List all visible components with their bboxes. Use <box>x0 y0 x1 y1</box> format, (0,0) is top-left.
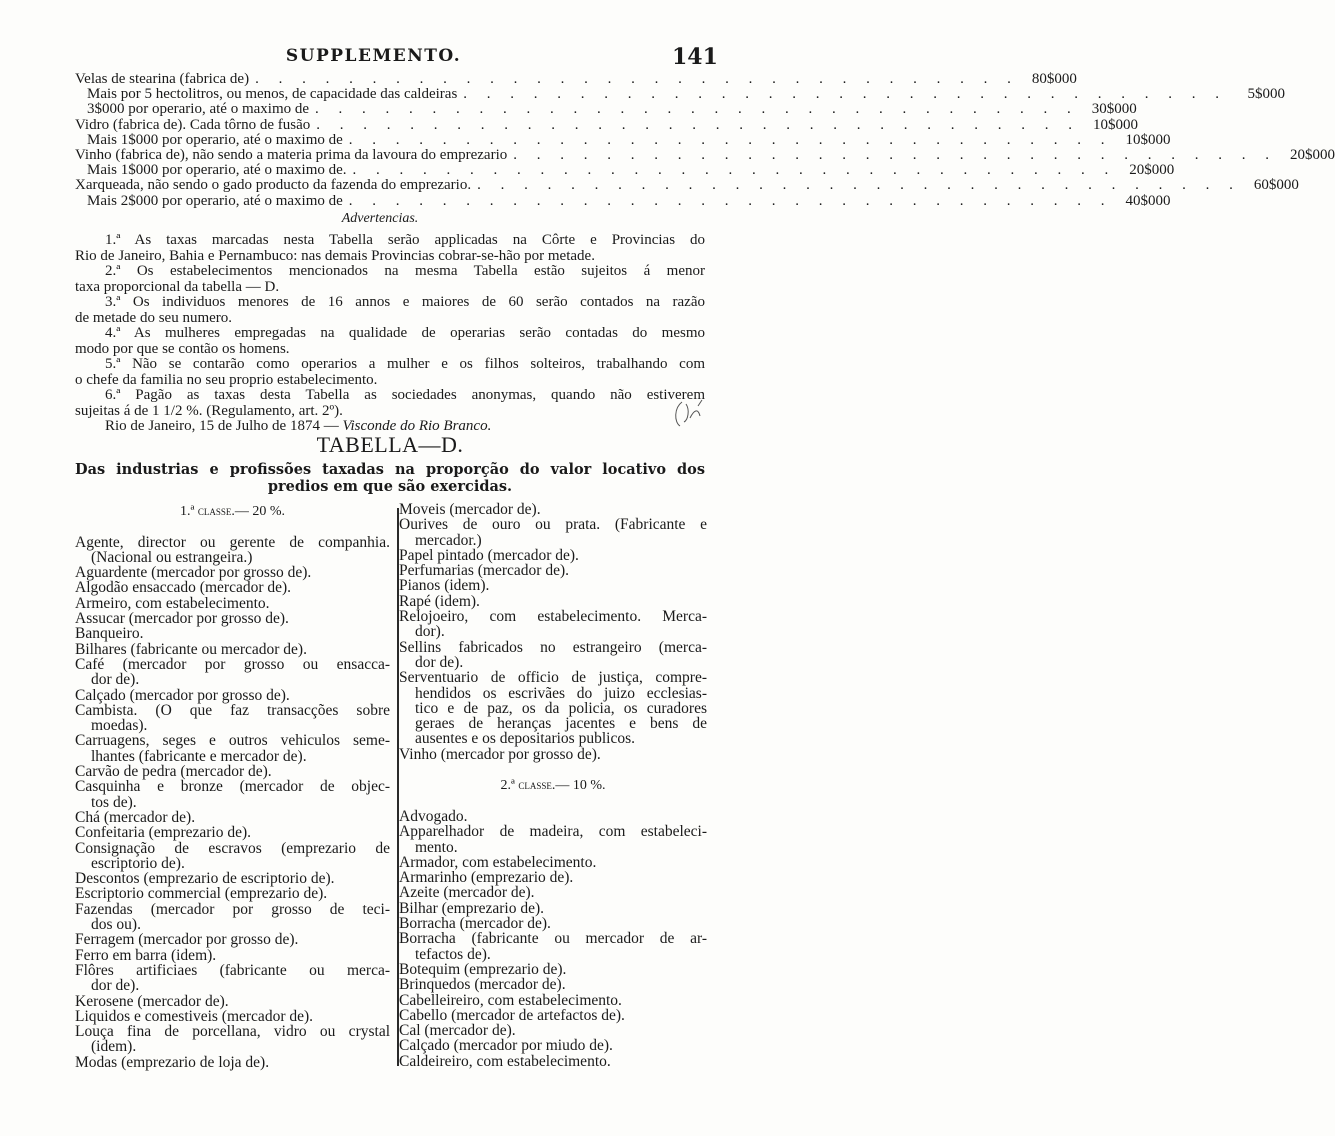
tabella-subtitle <box>75 461 705 495</box>
list-item <box>75 841 390 872</box>
note-line: sujeitas á de 1 1/2 %. (Regulamento, art. 2º). <box>75 402 343 419</box>
note-line: modo por que se contão os homens. <box>75 340 290 357</box>
handwritten-signature <box>668 392 708 432</box>
page-number: 141 <box>672 44 718 70</box>
list-item-line: Botequim (emprezario de). <box>399 960 567 978</box>
list-item-line: geraes de heranças jacentes e bens de <box>415 715 707 733</box>
list-item-line: Ourives de ouro ou prata. (Fabricante e <box>399 516 707 534</box>
tax-label: Vinho (fabrica de), não sendo a materia prima da lavoura do emprezario <box>75 147 508 164</box>
advertencias-notes <box>75 233 705 435</box>
tax-label: Vidro (fabrica de). Cada tôrno de fusão <box>75 116 311 133</box>
list-item <box>75 642 390 657</box>
list-item <box>75 886 390 901</box>
list-item <box>399 885 707 900</box>
class-number: 1.ª <box>179 504 195 519</box>
tax-value: 20$000 <box>1290 147 1335 164</box>
list-item <box>75 657 390 688</box>
list-item-line: Ferragem (mercador por grosso de). <box>75 931 299 949</box>
list-item-line: Carvão de pedra (mercador de). <box>75 763 272 781</box>
tax-value: 40$000 <box>1125 192 1171 209</box>
list-item-line: Armador, com estabelecimento. <box>399 853 597 871</box>
class-number: 2.ª <box>500 778 515 794</box>
list-item <box>399 870 707 885</box>
list-item <box>75 733 390 764</box>
list-item-line: Serventuario de officio de justiça, compre- <box>399 669 707 687</box>
tax-row <box>75 147 1335 164</box>
class-rate: .— 10 %. <box>551 778 606 794</box>
tax-row <box>75 116 1139 133</box>
note-line: Rio de Janeiro, Bahia e Pernambuco: nas demais Provincias cobrar-se-hão por metade. <box>75 247 595 264</box>
list-item-line: Casquinha e bronze (mercador de objec- <box>75 778 390 796</box>
list-item-line: dos ou). <box>91 916 141 934</box>
list-item-line: hendidos os escrivães do juizo ecclesias- <box>415 684 707 702</box>
dot-leader: . . . . . . . . . . . . . . . . . . . . . . . . . . . . . . . . . <box>513 147 1277 164</box>
list-item-line: tos de). <box>91 793 137 811</box>
dot-leader: . . . . . . . . . . . . . . . . . . . . . . . . . . . . . . . . . <box>348 192 1113 209</box>
list-item-line: Descontos (emprezario de escriptorio de). <box>75 870 335 888</box>
supplement-tax-list <box>75 71 1335 209</box>
list-item-line: Apparelhador de madeira, com estabeleci- <box>399 823 707 841</box>
list-item-line: Algodão ensaccado (mercador de). <box>75 579 292 597</box>
list-item <box>399 931 707 962</box>
list-item <box>399 962 707 977</box>
list-item <box>75 565 390 580</box>
list-item <box>75 535 390 566</box>
dot-leader: . . . . . . . . . . . . . . . . . . . . . . . . . . . . . . . . . <box>352 162 1117 179</box>
note-line: 1.ª As taxas marcadas nesta Tabella serão applicadas na Côrte e Provincias do <box>105 232 705 248</box>
list-item <box>75 611 390 626</box>
list-item <box>399 824 707 855</box>
list-item <box>75 932 390 947</box>
class-2-list <box>399 809 707 1069</box>
dot-leader: . . . . . . . . . . . . . . . . . . . . . . . . . . . . . . . . . <box>315 101 1079 118</box>
list-item <box>75 902 390 933</box>
tax-row <box>75 177 1299 194</box>
list-item-line: Escriptorio commercial (emprezario de). <box>75 885 328 903</box>
tax-label: Mais por 5 hectolitros, ou menos, de capacidade das caldeiras <box>87 86 458 103</box>
list-item <box>399 855 707 870</box>
list-item-line: mercador.) <box>415 531 482 549</box>
list-item <box>75 963 390 994</box>
class-label: classe <box>197 503 232 518</box>
list-item <box>75 1009 390 1024</box>
list-item-line: tico e de paz, os da policia, os curadores <box>415 699 707 717</box>
left-column <box>75 503 390 1070</box>
running-header: SUPPLEMENTO. <box>285 46 462 66</box>
list-item-line: Bilhar (emprezario de). <box>399 899 545 917</box>
list-item <box>75 948 390 963</box>
list-item-line: Borracha (fabricante ou mercador de ar- <box>399 930 707 948</box>
tax-value: 10$000 <box>1093 116 1139 133</box>
list-item-line: Kerosene (mercador de). <box>75 992 229 1010</box>
list-item <box>75 871 390 886</box>
class-1-list-right <box>399 502 707 762</box>
list-item-line: Chá (mercador de). <box>75 808 196 826</box>
list-item-line: Cabelleireiro, com estabelecimento. <box>399 991 622 1009</box>
list-item <box>75 825 390 840</box>
list-item <box>75 580 390 595</box>
tax-label: 3$000 por operario, até o maximo de <box>87 101 310 118</box>
list-item <box>399 1054 707 1069</box>
list-item <box>75 626 390 641</box>
list-item <box>399 747 707 762</box>
tax-row <box>75 131 1171 148</box>
tax-value: 60$000 <box>1253 177 1299 194</box>
list-item-line: Flôres artificiaes (fabricante ou merca- <box>75 961 390 979</box>
list-item-line: Carruagens, seges e outros vehiculos seme- <box>75 732 390 750</box>
signature-place-date: Rio de Janeiro, 15 de Julho de 1874 — <box>105 418 339 434</box>
list-item <box>75 703 390 734</box>
list-item <box>75 779 390 810</box>
list-item <box>399 1023 707 1038</box>
list-item-line: Armeiro, com estabelecimento. <box>75 594 270 612</box>
list-item-line: Azeite (mercador de). <box>399 884 535 902</box>
signatory-name: Visconde do Rio Branco. <box>342 418 492 434</box>
note-line: 4.ª As mulheres empregadas na qualidade de operarias serão contadas do mesmo <box>105 325 705 341</box>
dot-leader: . . . . . . . . . . . . . . . . . . . . . . . . . . . . . . . . . <box>316 116 1081 133</box>
class-rate: .— 20 %. <box>231 504 286 519</box>
list-item-line: Advogado. <box>399 807 468 825</box>
list-item-line: moedas). <box>91 717 148 735</box>
list-item <box>399 578 707 593</box>
list-item-line: Confeitaria (emprezario de). <box>75 824 252 842</box>
class-1-list-left <box>75 535 390 1070</box>
list-item-line: Liquidos e comestiveis (mercador de). <box>75 1007 314 1025</box>
tax-value: 30$000 <box>1091 101 1137 118</box>
list-item-line: Pianos (idem). <box>399 577 490 595</box>
list-item-line: dor de). <box>415 653 464 671</box>
list-item <box>399 548 707 563</box>
note-line: 5.ª Não se contarão como operarios a mulher e os filhos solteiros, trabalhando com <box>105 356 705 372</box>
tax-value: 80$000 <box>1031 71 1077 87</box>
class-2-heading <box>399 777 707 793</box>
list-item <box>75 1024 390 1055</box>
list-item-line: Louça fina de porcellana, vidro ou crystal <box>75 1023 390 1041</box>
list-item <box>399 640 707 671</box>
dot-leader: . . . . . . . . . . . . . . . . . . . . . . . . . . . . . . . . . <box>463 86 1228 103</box>
list-item <box>399 901 707 916</box>
list-item-line: Calçado (mercador por miudo de). <box>399 1037 613 1055</box>
list-item-line: Ferro em barra (idem). <box>75 946 217 964</box>
tax-row <box>75 86 1286 103</box>
list-item-line: Cabello (mercador de artefactos de). <box>399 1006 625 1024</box>
list-item-line: Borracha (mercador de). <box>399 915 551 933</box>
list-item <box>399 916 707 931</box>
tabella-title: TABELLA—D. <box>316 432 464 457</box>
note-line: taxa proporcional da tabella — D. <box>75 278 280 295</box>
list-item <box>75 688 390 703</box>
advertencias-heading: Advertencias. <box>341 211 419 226</box>
list-item <box>399 502 707 517</box>
list-item-line: Consignação de escravos (emprezario de <box>75 839 390 857</box>
tax-row <box>75 101 1137 118</box>
right-column <box>399 502 707 1069</box>
list-item <box>399 517 707 548</box>
tax-label: Mais 2$000 por operario, até o maximo de <box>87 192 343 209</box>
note-line: 3.ª Os individuos menores de 16 annos e maiores de 60 serão contados na razão <box>105 294 705 310</box>
tax-row <box>75 162 1175 179</box>
tax-label: Xarqueada, não sendo o gado producto da fazenda do emprezario. <box>75 177 472 194</box>
list-item-line: mento. <box>415 838 458 856</box>
tax-value: 20$000 <box>1129 162 1175 179</box>
tax-label: Mais 1$000 por operario, até o maximo de. <box>87 162 347 179</box>
list-item-line: Papel pintado (mercador de). <box>399 546 579 564</box>
list-item-line: Caldeireiro, com estabelecimento. <box>399 1052 611 1070</box>
list-item-line: escriptorio de). <box>91 854 185 872</box>
tabella-subtitle-line-1: Das industrias e profissões taxadas na proporção do valor locativo dos <box>75 461 705 478</box>
list-item <box>399 594 707 609</box>
list-item-line: Moveis (mercador de). <box>399 501 541 518</box>
list-item-line: Banqueiro. <box>75 625 144 643</box>
class-label: classe <box>518 777 552 793</box>
tax-value: 10$000 <box>1125 131 1171 148</box>
list-item <box>399 1008 707 1023</box>
note-line: o chefe da familia no seu proprio estabelecimento. <box>75 371 378 388</box>
tabella-subtitle-line-2: predios em que são exercidas. <box>267 478 513 495</box>
tax-row <box>75 71 1077 87</box>
list-item-line: Vinho (mercador por grosso de). <box>399 745 601 763</box>
tax-row <box>75 192 1171 209</box>
list-item-line: dor de). <box>91 977 140 995</box>
list-item-line: Bilhares (fabricante ou mercador de). <box>75 640 307 658</box>
list-item-line: Sellins fabricados no estrangeiro (merca- <box>399 638 707 656</box>
list-item-line: (Nacional ou estrangeira.) <box>91 548 253 566</box>
dot-leader: . . . . . . . . . . . . . . . . . . . . . . . . . . . . . . . . . <box>255 71 1019 87</box>
tax-label: Velas de stearina (fabrica de) <box>75 71 250 87</box>
list-item-line: dor). <box>415 623 445 641</box>
list-item <box>75 1055 390 1070</box>
list-item-line: Cal (mercador de). <box>399 1022 516 1040</box>
dot-leader: . . . . . . . . . . . . . . . . . . . . . . . . . . . . . . . . . <box>348 131 1113 148</box>
list-item <box>399 609 707 640</box>
list-item <box>75 764 390 779</box>
list-item-line: Armarinho (emprezario de). <box>399 869 574 887</box>
list-item-line: Perfumarias (mercador de). <box>399 562 569 580</box>
list-item <box>399 1038 707 1053</box>
list-item-line: Fazendas (mercador por grosso de teci- <box>75 900 390 918</box>
list-item <box>75 596 390 611</box>
tax-value: 5$000 <box>1247 86 1286 103</box>
list-item <box>399 977 707 992</box>
list-item-line: tefactos de). <box>415 945 491 963</box>
tax-label: Mais 1$000 por operario, até o maximo de <box>87 131 343 148</box>
list-item-line: Calçado (mercador por grosso de). <box>75 686 290 704</box>
list-item-line: lhantes (fabricante e mercador de). <box>91 747 307 765</box>
note-line: de metade do seu numero. <box>75 309 233 326</box>
list-item-line: (idem). <box>91 1038 137 1056</box>
list-item-line: Café (mercador por grosso ou ensacca- <box>75 655 390 673</box>
list-item <box>75 994 390 1009</box>
note-line: 2.ª Os estabelecimentos mencionados na mesma Tabella estão sujeitos á menor <box>105 263 705 279</box>
list-item-line: Agente, director ou gerente de companhia. <box>75 533 390 551</box>
list-item <box>399 809 707 824</box>
list-item-line: Modas (emprezario de loja de). <box>75 1053 270 1071</box>
list-item-line: dor de). <box>91 671 140 689</box>
note-line: 6.ª Pagão as taxas desta Tabella as sociedades anonymas, quando não estiverem <box>105 387 705 403</box>
dot-leader: . . . . . . . . . . . . . . . . . . . . . . . . . . . . . . . . . <box>477 177 1241 194</box>
list-item-line: ausentes e os depositarios publicos. <box>415 730 635 748</box>
list-item-line: Brinquedos (mercador de). <box>399 976 566 994</box>
list-item <box>75 810 390 825</box>
list-item-line: Cambista. (O que faz transacções sobre <box>75 701 390 719</box>
list-item-line: Relojoeiro, com estabelecimento. Merca- <box>399 608 707 626</box>
list-item <box>399 670 707 746</box>
list-item <box>399 563 707 578</box>
list-item-line: Assucar (mercador por grosso de). <box>75 610 289 628</box>
list-item-line: Aguardente (mercador por grosso de). <box>75 564 312 582</box>
list-item <box>399 993 707 1008</box>
list-item-line: Rapé (idem). <box>399 592 480 610</box>
class-1-heading <box>75 503 390 519</box>
